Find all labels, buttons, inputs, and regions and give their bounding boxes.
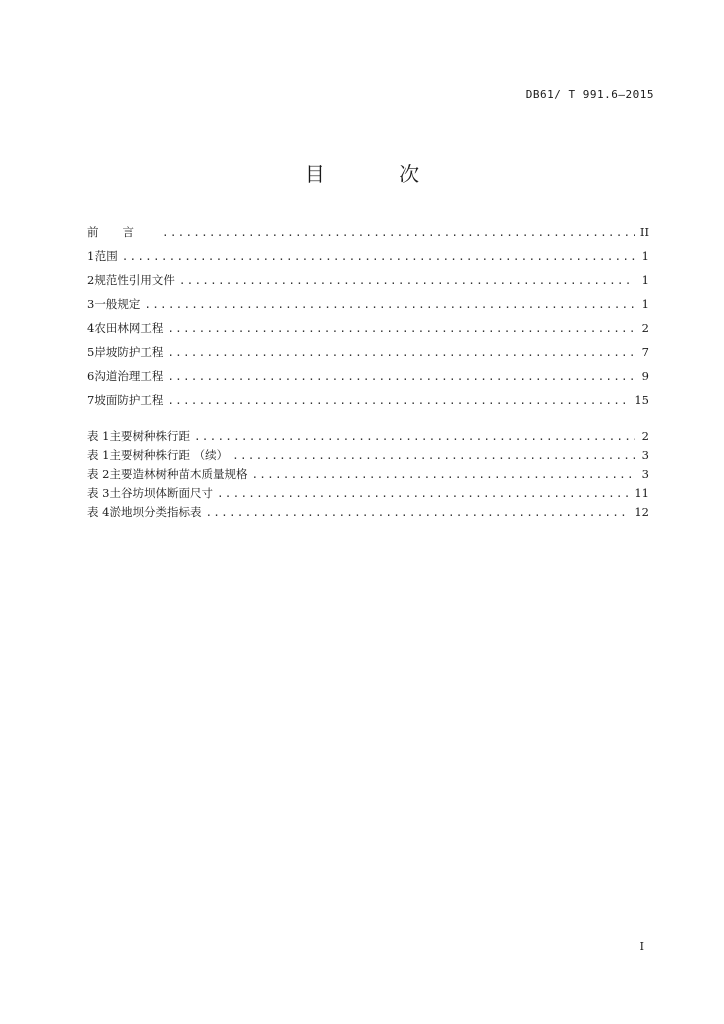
toc-entry-page: 1 — [641, 273, 649, 287]
leader-dots — [232, 446, 635, 465]
toc-entry-label: 岸坡防护工程 — [94, 345, 164, 359]
toc-sections — [87, 220, 649, 412]
toc-entry-label: 一般规定 — [94, 297, 141, 311]
toc-entry-number: 6 — [87, 369, 95, 383]
toc-entry-page: 1 — [641, 297, 649, 311]
leader-dots — [162, 221, 635, 245]
toc-entry-number: 2 — [87, 273, 95, 287]
table-entry-page: 3 — [641, 448, 649, 462]
toc-entry-label: 坡面防护工程 — [94, 393, 164, 407]
table-entry-label: 主要树种株行距 — [109, 429, 190, 443]
table-entry-page: 2 — [641, 429, 649, 443]
table-entry-number: 表 4 — [87, 505, 110, 519]
toc-entry-page: II — [639, 225, 649, 239]
table-entry-label: 土谷坊坝体断面尺寸 — [109, 486, 213, 500]
toc-entry[interactable] — [87, 244, 649, 268]
toc-entry[interactable] — [87, 388, 649, 412]
leader-dots — [144, 293, 635, 317]
toc-entry[interactable] — [87, 340, 649, 364]
toc-entry-number: 5 — [87, 345, 95, 359]
toc-entry-page: 15 — [634, 393, 649, 407]
footer-page-number: I — [639, 940, 644, 953]
leader-dots — [194, 427, 635, 446]
toc-entry-label: 前言 — [87, 225, 158, 239]
toc-entry[interactable] — [87, 292, 649, 316]
toc-entry-page: 1 — [641, 249, 649, 263]
toc-entry-foreword[interactable] — [87, 220, 649, 244]
toc-entry[interactable] — [87, 316, 649, 340]
table-entry[interactable] — [87, 484, 649, 503]
table-entry-page: 3 — [641, 467, 649, 481]
table-entry-number: 表 3 — [87, 486, 110, 500]
leader-dots — [251, 465, 635, 484]
toc-entry-label: 规范性引用文件 — [94, 273, 175, 287]
leader-dots — [217, 484, 630, 503]
toc-tables — [87, 427, 649, 522]
leader-dots — [122, 245, 635, 269]
toc-entry-label: 农田林网工程 — [94, 321, 164, 335]
toc-entry-number: 7 — [87, 393, 95, 407]
toc-entry[interactable] — [87, 364, 649, 388]
leader-dots — [167, 389, 630, 413]
leader-dots — [167, 341, 635, 365]
table-entry-label: 淤地坝分类指标表 — [109, 505, 202, 519]
toc-entry[interactable] — [87, 268, 649, 292]
table-entry[interactable] — [87, 446, 649, 465]
table-entry-number: 表 2 — [87, 467, 110, 481]
leader-dots — [167, 317, 635, 341]
table-entry-label: 主要树种株行距 （续） — [109, 448, 229, 462]
toc-entry-page: 9 — [641, 369, 649, 383]
table-entry[interactable] — [87, 465, 649, 484]
table-entry-number: 表 1 — [87, 429, 110, 443]
document-code: DB61/ T 991.6—2015 — [525, 88, 654, 101]
table-entry-page: 12 — [634, 505, 649, 519]
leader-dots — [205, 503, 630, 522]
toc-entry-number: 1 — [87, 249, 95, 263]
table-entry-page: 11 — [634, 486, 649, 500]
table-entry[interactable] — [87, 503, 649, 522]
toc-entry-label: 范围 — [94, 249, 118, 263]
page-title: 目 次 — [304, 162, 454, 186]
toc-entry-number: 3 — [87, 297, 95, 311]
toc-entry-label: 沟道治理工程 — [94, 369, 164, 383]
table-entry[interactable] — [87, 427, 649, 446]
toc-entry-page: 7 — [641, 345, 649, 359]
leader-dots — [179, 269, 635, 293]
toc-entry-number: 4 — [87, 321, 95, 335]
leader-dots — [167, 365, 635, 389]
table-entry-number: 表 1 — [87, 448, 110, 462]
table-entry-label: 主要造林树种苗木质量规格 — [109, 467, 248, 481]
toc-entry-page: 2 — [641, 321, 649, 335]
